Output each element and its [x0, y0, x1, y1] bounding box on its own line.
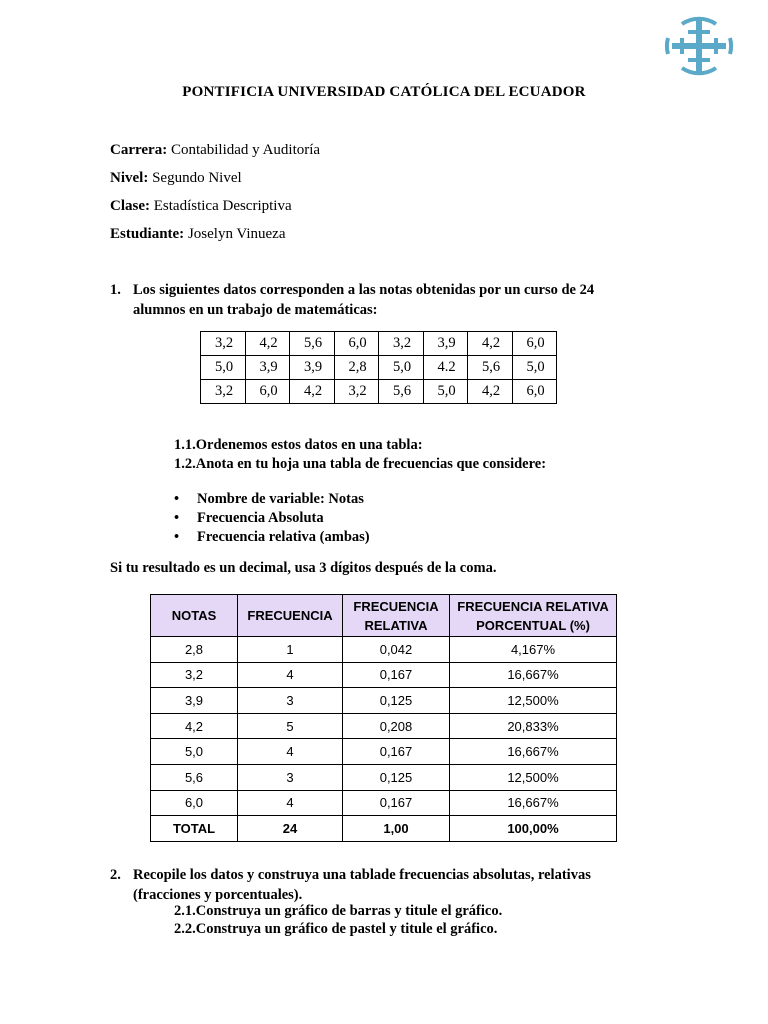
bullet-list	[174, 491, 370, 548]
subquestion-1-1: 1.1.Ordenemos estos datos en una tabla:	[174, 437, 423, 453]
table-cell: 3,9	[151, 688, 238, 714]
table-cell: 16,667%	[450, 662, 617, 688]
table-cell: 3,2	[201, 380, 246, 404]
header-frecuencia-porcentual: FRECUENCIA RELATIVA PORCENTUAL (%)	[450, 595, 617, 637]
decimal-note: Si tu resultado es un decimal, usa 3 dígitos después de la coma.	[110, 560, 497, 576]
table-cell: 0,125	[343, 688, 450, 714]
table-cell: 4.2	[423, 356, 468, 380]
table-cell: 1	[238, 637, 343, 663]
table-cell: 3,9	[245, 356, 290, 380]
table-cell: 0,167	[343, 739, 450, 765]
table-row	[151, 739, 617, 765]
table-cell: 3,9	[290, 356, 335, 380]
raw-data-table	[200, 331, 557, 404]
table-cell: 5,0	[379, 356, 424, 380]
table-row	[151, 662, 617, 688]
table-cell: 6,0	[334, 332, 379, 356]
header-frecuencia-relativa: FRECUENCIA RELATIVA	[343, 595, 450, 637]
table-cell: 5	[238, 713, 343, 739]
total-cell: 100,00%	[450, 816, 617, 842]
table-cell: 6,0	[151, 790, 238, 816]
table-cell: 0,208	[343, 713, 450, 739]
total-cell: 1,00	[343, 816, 450, 842]
info-nivel: Nivel: Segundo Nivel	[110, 170, 242, 186]
table-cell: 20,833%	[450, 713, 617, 739]
table-cell: 6,0	[512, 380, 557, 404]
info-carrera: Carrera: Contabilidad y Auditoría	[110, 142, 321, 158]
table-cell: 3,2	[334, 380, 379, 404]
table-cell: 16,667%	[450, 790, 617, 816]
table-cell: 16,667%	[450, 739, 617, 765]
table-cell: 0,167	[343, 662, 450, 688]
table-row	[201, 356, 557, 380]
table-row	[151, 688, 617, 714]
table-cell: 5,6	[468, 356, 513, 380]
page-title: PONTIFICIA UNIVERSIDAD CATÓLICA DEL ECUADOR	[182, 84, 586, 100]
info-estudiante: Estudiante: Joselyn Vinueza	[110, 226, 286, 242]
table-row	[151, 637, 617, 663]
table-cell: 4,2	[290, 380, 335, 404]
table-cell: 12,500%	[450, 764, 617, 790]
table-cell: 12,500%	[450, 688, 617, 714]
table-cell: 5,0	[151, 739, 238, 765]
list-item: • Nombre de variable: Notas	[174, 491, 370, 510]
table-cell: 2,8	[334, 356, 379, 380]
table-cell: 4	[238, 739, 343, 765]
total-cell: 24	[238, 816, 343, 842]
table-cell: 4	[238, 790, 343, 816]
table-cell: 3,9	[423, 332, 468, 356]
table-cell: 3,2	[151, 662, 238, 688]
table-cell: 6,0	[512, 332, 557, 356]
table-cell: 2,8	[151, 637, 238, 663]
table-cell: 4,2	[468, 380, 513, 404]
cross-circle-logo-icon	[660, 10, 738, 82]
table-cell: 6,0	[245, 380, 290, 404]
table-cell: 3	[238, 764, 343, 790]
table-row	[151, 713, 617, 739]
list-item: • Frecuencia Absoluta	[174, 510, 370, 529]
frequency-table	[150, 594, 617, 842]
table-row	[151, 790, 617, 816]
table-cell: 4	[238, 662, 343, 688]
table-cell: 5,0	[423, 380, 468, 404]
table-cell: 3,2	[379, 332, 424, 356]
table-row	[201, 380, 557, 404]
total-cell: TOTAL	[151, 816, 238, 842]
table-cell: 4,2	[468, 332, 513, 356]
table-cell: 5,0	[512, 356, 557, 380]
table-cell: 4,2	[245, 332, 290, 356]
header-notas: NOTAS	[151, 595, 238, 637]
subquestion-2-2: 2.2.Construya un gráfico de pastel y titule el gráfico.	[174, 921, 498, 937]
table-cell: 3	[238, 688, 343, 714]
subquestion-1-2: 1.2.Anota en tu hoja una tabla de frecuencias que considere:	[174, 456, 547, 472]
table-cell: 5,0	[201, 356, 246, 380]
table-cell: 3,2	[201, 332, 246, 356]
table-cell: 4,2	[151, 713, 238, 739]
table-cell: 0,167	[343, 790, 450, 816]
table-cell: 5,6	[290, 332, 335, 356]
document-page: PONTIFICIA UNIVERSIDAD CATÓLICA DEL ECUADOR Carrera: Contabilidad y Auditoría Nivel: Segundo Nivel Clase: Estadística Descriptiva Estudiante: Joselyn Vinueza 1. Los siguientes datos corresponden a las notas obtenidas por un curso de 24 alumnos en un trabajo de matemáticas: 3,2 4,2 5,6 6,0 3,2 3,9 4,2 6,0 5,0 3,9 3,9 2,8 5,0 4.2 5,6 5,0 3,2 6,0 4,2 3,2 5,6 5,0 4,2 6,0 1.1.Ordenemos estos datos en una tabla: 1.2.Anota en tu hoja una tabla de frecuencias que considere: • Nombre de variable: Notas • Frecuencia Absoluta • Frecuencia relativa (ambas) Si tu resultado es un decimal, usa 3 dígitos después de la coma. NOTAS FRECUENCIA FRECUENCIA RELATIVA FRECUENCIA RELATIVA PORCENTUAL (%) 2,8 1 0,042 4,167% 3,2 4 0,167 16,667% 3,9 3 0,125 12,500% 4,2 5 0,208 20,833% 5,0 4 0,167 16,667% 5,6 3 0,125 12,500% 6,0 4 0,167 16,667% TOTAL 24 1,00 100,00% 2. Recopile los datos y construya una tablade frecuencias absolutas, relativas (fracciones y porcentuales). 2.1.Construya un gráfico de barras y titule el gráfico. 2.2.Construya un gráfico de pastel y titule el gráfico.	[0, 0, 768, 1024]
subquestion-2-1: 2.1.Construya un gráfico de barras y titule el gráfico.	[174, 903, 503, 919]
info-clase: Clase: Estadística Descriptiva	[110, 198, 292, 214]
total-row	[151, 816, 617, 842]
header-frecuencia: FRECUENCIA	[238, 595, 343, 637]
table-cell: 0,125	[343, 764, 450, 790]
table-cell: 4,167%	[450, 637, 617, 663]
list-item: • Frecuencia relativa (ambas)	[174, 529, 370, 548]
table-cell: 5,6	[379, 380, 424, 404]
table-cell: 0,042	[343, 637, 450, 663]
table-cell: 5,6	[151, 764, 238, 790]
table-row	[201, 332, 557, 356]
table-row	[151, 764, 617, 790]
